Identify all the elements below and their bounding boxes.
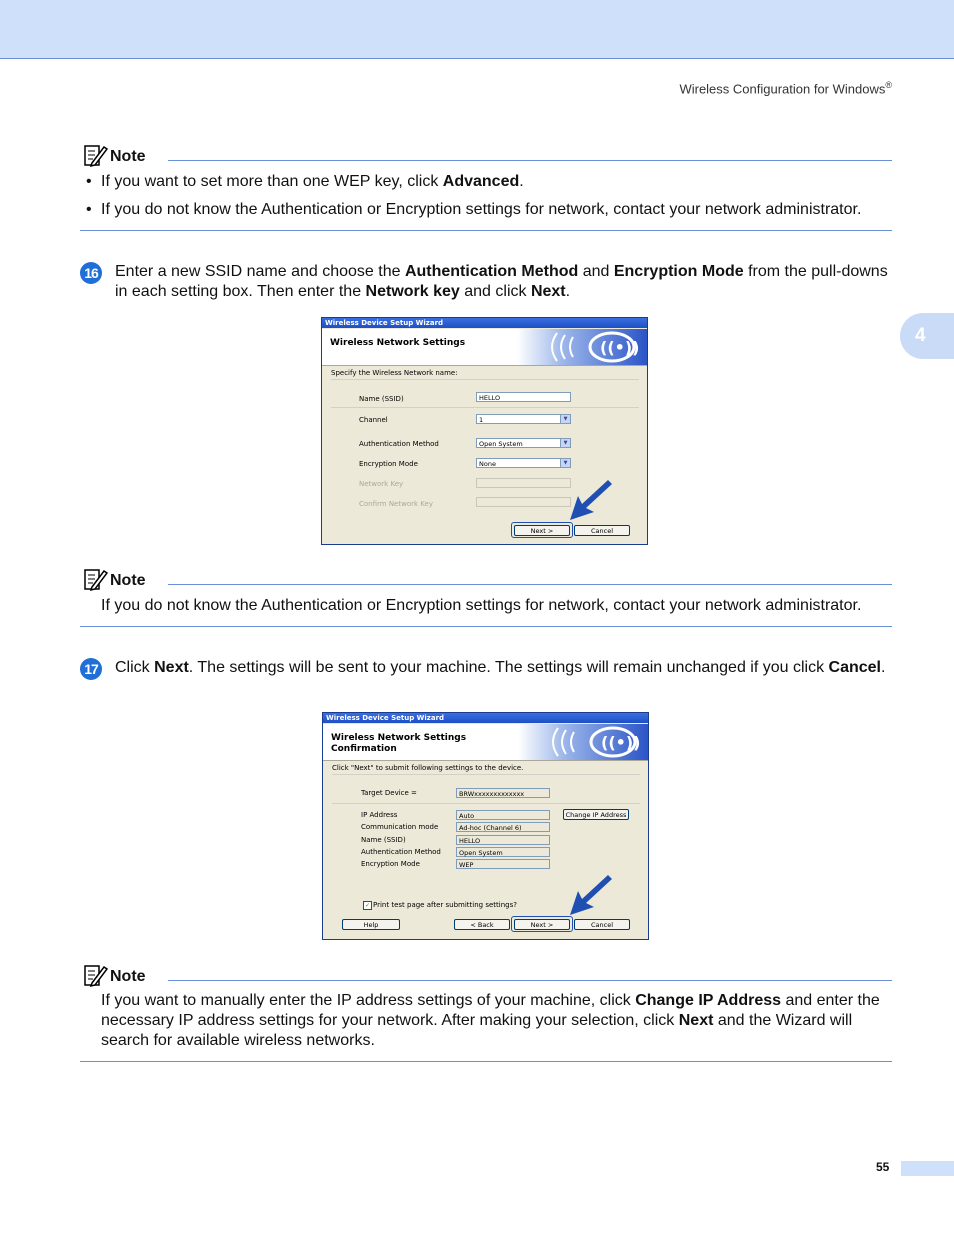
target-device-label: Target Device = [361, 789, 417, 797]
next-button[interactable]: Next > [514, 525, 570, 536]
note-bullet [80, 199, 892, 220]
page-number-band [901, 1161, 954, 1176]
dialog-title-bar: Wireless Device Setup Wizard [322, 318, 647, 328]
ip-address-label: IP Address [361, 811, 398, 819]
encryption-mode-label: Encryption Mode [361, 860, 420, 868]
ssid-input[interactable]: HELLO [476, 392, 571, 402]
wireless-settings-dialog [321, 317, 648, 545]
note-bottom-rule [80, 230, 892, 231]
note-pencil-icon [82, 144, 108, 168]
chevron-down-icon[interactable]: ▼ [560, 459, 570, 467]
dialog-separator [331, 379, 639, 380]
dialog-separator [332, 774, 640, 775]
target-device-value: BRWxxxxxxxxxxxxx [456, 788, 550, 798]
encryption-mode-select[interactable]: None ▼ [476, 458, 571, 468]
dialog-instruction: Specify the Wireless Network name: [331, 369, 458, 377]
top-header-band [0, 0, 954, 59]
dialog-banner [323, 724, 648, 761]
dialog-heading: Wireless Network Settings [330, 338, 466, 348]
dialog-instruction: Click "Next" to submit following settings to the device. [332, 764, 524, 772]
next-button[interactable]: Next > [514, 919, 570, 930]
auth-method-label: Authentication Method [361, 848, 441, 856]
confirmation-dialog [322, 712, 649, 940]
step-number-badge: 16 [80, 262, 102, 284]
note-bottom-rule [80, 1061, 892, 1062]
cancel-button[interactable]: Cancel [574, 525, 630, 536]
pointer-arrow-icon [568, 875, 614, 917]
network-key-label: Network Key [359, 480, 404, 488]
ssid-label: Name (SSID) [361, 836, 406, 844]
bullet-suffix: . [519, 173, 524, 190]
bullet-dot: • [86, 201, 92, 218]
note-header [80, 144, 892, 168]
chevron-down-icon[interactable]: ▼ [560, 439, 570, 447]
step-16 [80, 262, 893, 302]
ssid-label: Name (SSID) [359, 395, 404, 403]
dialog-heading: Wireless Network Settings [331, 733, 467, 743]
note-bottom-rule [80, 626, 892, 627]
channel-select[interactable]: 1 ▼ [476, 414, 571, 424]
bullet-dot: • [86, 173, 92, 190]
svg-text:((•)): ((•)) [601, 733, 641, 752]
communication-mode-value: Ad-hoc (Channel 6) [456, 822, 550, 832]
page-number: 55 [876, 1160, 890, 1174]
confirm-key-label: Confirm Network Key [359, 500, 433, 508]
dialog-title-bar: Wireless Device Setup Wizard [323, 713, 648, 723]
note-label: Note [110, 572, 146, 589]
encryption-mode-value: WEP [456, 859, 550, 869]
change-ip-address-button[interactable]: Change IP Address [563, 809, 629, 820]
print-test-page-checkbox[interactable]: ✓ [364, 902, 371, 909]
note-body [80, 168, 892, 220]
note-1 [80, 144, 892, 231]
bullet-bold: Advanced [442, 173, 520, 190]
next-button-highlight [511, 522, 573, 538]
note-rule [168, 160, 892, 161]
channel-label: Channel [359, 416, 388, 424]
auth-method-value: Open System [456, 847, 550, 857]
network-key-input[interactable] [476, 478, 571, 488]
note-label: Note [110, 148, 146, 165]
note-pencil-icon [82, 964, 108, 988]
note-bullet [80, 171, 892, 192]
chapter-tab: 4 [900, 313, 954, 359]
encryption-mode-label: Encryption Mode [359, 460, 418, 468]
auth-method-label: Authentication Method [359, 440, 439, 448]
dialog-separator [331, 407, 639, 408]
step-text: Click Next. The settings will be sent to your machine. The settings will remain unchanged if you click Cancel. [115, 659, 886, 676]
step-text: Enter a new SSID name and choose the Authentication Method and Encryption Mode from the pull-downs in each setting box. Then enter the Network key and click Next. [115, 263, 888, 300]
ip-address-value: Auto [456, 810, 550, 820]
dialog-subheading: Confirmation [331, 744, 397, 754]
wireless-logo-icon [518, 724, 648, 760]
note-label: Note [110, 968, 146, 985]
next-button-highlight [511, 916, 573, 932]
note-text: If you want to manually enter the IP address settings of your machine, click Change IP Address and enter the necessary IP address settings for your network. After making your selection, click Next and the Wizard will search for available wireless networks. [101, 992, 880, 1049]
auth-method-select[interactable]: Open System ▼ [476, 438, 571, 448]
note-3 [80, 964, 892, 1062]
note-pencil-icon [82, 568, 108, 592]
step-17 [80, 658, 893, 678]
cancel-button[interactable]: Cancel [574, 919, 630, 930]
communication-mode-label: Communication mode [361, 823, 439, 831]
svg-text:((•)): ((•)) [600, 338, 640, 357]
dialog-banner [322, 329, 647, 366]
note-2 [80, 568, 892, 627]
note-header [80, 964, 892, 988]
registered-mark: ® [885, 80, 892, 90]
help-button[interactable]: Help [342, 919, 400, 930]
bullet-text: If you want to set more than one WEP key, click [101, 173, 443, 190]
back-button[interactable]: < Back [454, 919, 510, 930]
note-header [80, 568, 892, 592]
running-header-title: Wireless Configuration for Windows [679, 81, 886, 97]
pointer-arrow-icon [568, 480, 614, 522]
step-number-badge: 17 [80, 658, 102, 680]
ssid-value: HELLO [456, 835, 550, 845]
dialog-separator [332, 803, 640, 804]
wireless-logo-icon [517, 329, 647, 365]
print-test-page-label: Print test page after submitting settings? [373, 901, 517, 909]
bullet-text: If you do not know the Authentication or Encryption settings for network, contact your network administrator. [101, 201, 862, 218]
chevron-down-icon[interactable]: ▼ [560, 415, 570, 423]
note-rule [168, 980, 892, 981]
note-text: If you do not know the Authentication or Encryption settings for network, contact your network administrator. [101, 597, 862, 614]
confirm-key-input[interactable] [476, 497, 571, 507]
note-rule [168, 584, 892, 585]
running-header [679, 80, 892, 96]
